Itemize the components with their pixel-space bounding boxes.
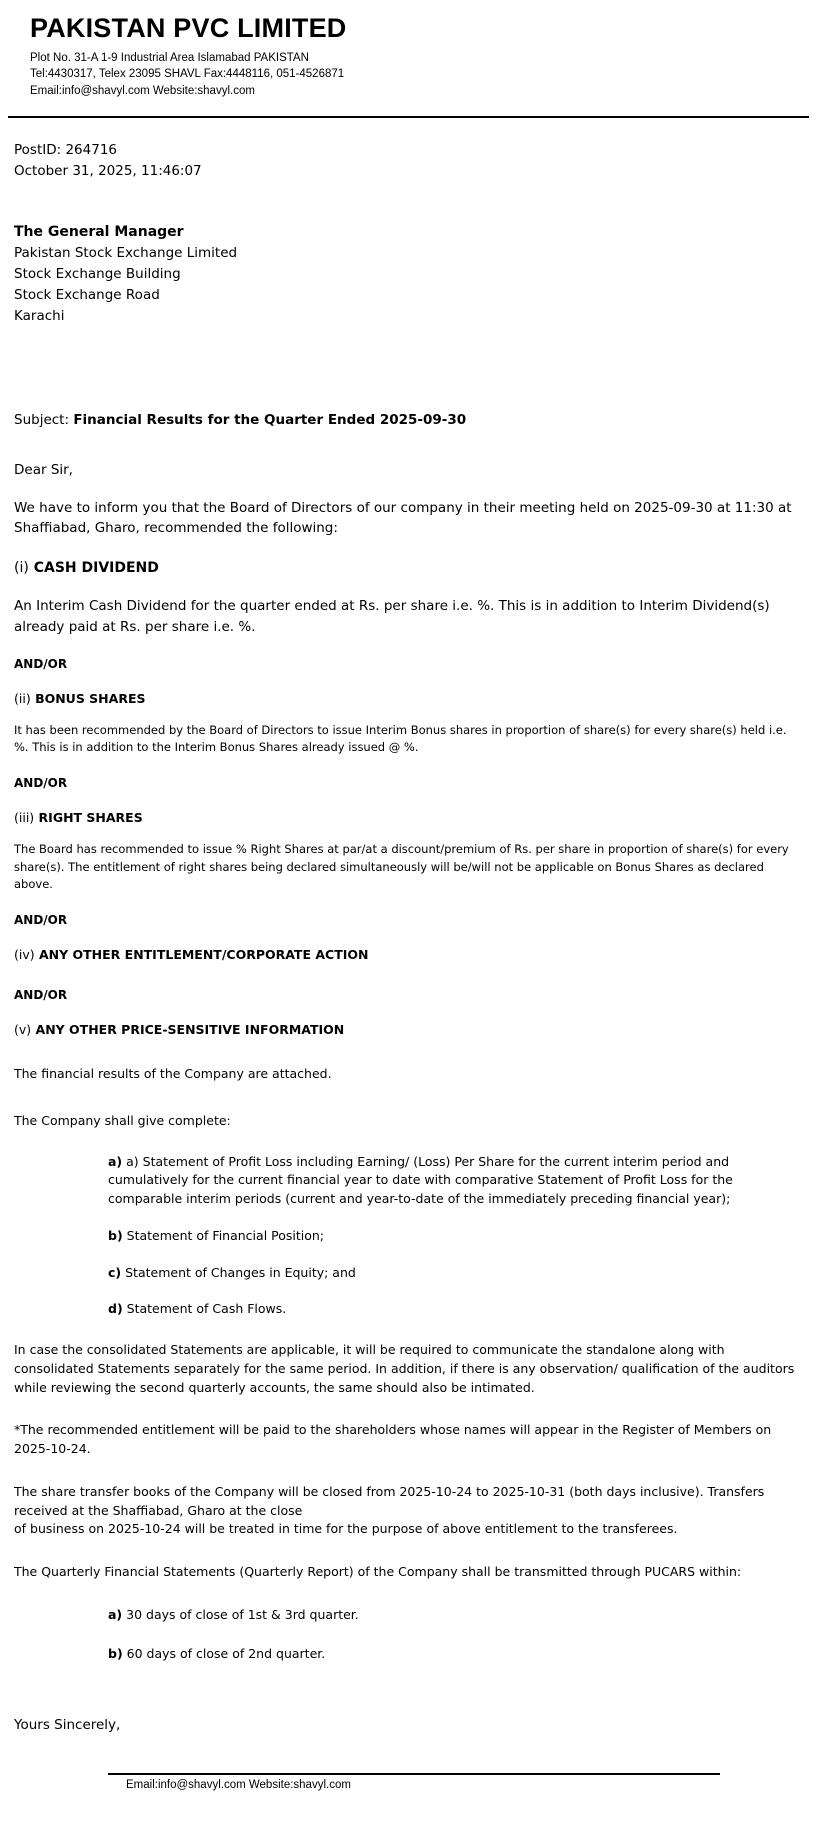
andor-2: AND/OR xyxy=(14,776,68,791)
footer xyxy=(8,1773,809,1813)
company-address-line-1: Plot No. 31-A 1-9 Industrial Area Islamabad PAKISTAN xyxy=(30,51,309,64)
salutation: Dear Sir, xyxy=(14,461,73,478)
item-i-title: CASH DIVIDEND xyxy=(33,560,159,577)
company-address-line-3: Email:info@shavyl.com Website:shavyl.com xyxy=(30,85,255,98)
item-v-heading xyxy=(14,1022,809,1037)
addressee-street: Stock Exchange Road xyxy=(14,287,160,304)
item-iii-number: (iii) xyxy=(14,810,35,826)
item-v-title: ANY OTHER PRICE-SENSITIVE INFORMATION xyxy=(35,1022,345,1038)
subject-line xyxy=(14,412,809,428)
statement-item-b xyxy=(108,1227,788,1246)
statement-item-a xyxy=(108,1153,788,1209)
statement-c-label: c) xyxy=(108,1264,122,1280)
transmission-deadline-list xyxy=(108,1606,788,1664)
transmission-note: The Quarterly Financial Statements (Quarterly Report) of the Company shall be transmitted through PUCARS within: xyxy=(14,1564,742,1580)
transfer-books-note-line-2: of business on 2025-10-24 will be treated in time for the purpose of above entitlement to the transferees. xyxy=(14,1521,678,1537)
item-iv-heading xyxy=(14,947,809,962)
statements-list xyxy=(108,1153,788,1320)
item-ii-text: It has been recommended by the Board of Directors to issue Interim Bonus shares in proportion of share(s) for every share(s) held i.e. %. This is in addition to the Interim Bonus Shares already issued @ %. xyxy=(14,722,787,755)
andor-1: AND/OR xyxy=(14,656,68,671)
item-v-number: (v) xyxy=(14,1022,32,1038)
addressee-city: Karachi xyxy=(14,308,65,324)
statement-item-c xyxy=(108,1264,788,1283)
post-datetime: October 31, 2025, 11:46:07 xyxy=(14,162,202,179)
consolidated-statements-note: In case the consolidated Statements are applicable, it will be required to communicate the standalone along with consolidated Statements separately for the same period. In addition, if there is any observation/ qualification of the auditors while reviewing the second quarterly accounts, the same should also be intimated. xyxy=(14,1342,795,1395)
statement-c-text: Statement of Changes in Equity; and xyxy=(125,1264,356,1280)
intro-paragraph: We have to inform you that the Board of Directors of our company in their meeting held on 2025-09-30 at 11:30 at Shaffiabad, Gharo, recommended the following: xyxy=(14,499,792,537)
statement-a-text: a) Statement of Profit Loss including Earning/ (Loss) Per Share for the current interim period and cumulatively for the current financial year to date with comparative Statement of Profit Loss for the comparable interim periods (current and year-to-date of the immediately preceding financial year); xyxy=(108,1153,733,1207)
statement-d-label: d) xyxy=(108,1301,123,1317)
statement-d-text: Statement of Cash Flows. xyxy=(126,1301,287,1317)
statement-b-text: Statement of Financial Position; xyxy=(126,1227,325,1243)
deadline-a-label: a) xyxy=(108,1606,123,1622)
addressee-block xyxy=(14,222,809,327)
item-iv-number: (iv) xyxy=(14,947,35,963)
financial-results-attached-note: The financial results of the Company are attached. xyxy=(14,1066,332,1082)
andor-4: AND/OR xyxy=(14,988,68,1003)
item-i-heading xyxy=(14,560,809,576)
footer-contact: Email:info@shavyl.com Website:shavyl.com xyxy=(126,1779,351,1792)
item-i-text: An Interim Cash Dividend for the quarter ended at Rs. per share i.e. %. This is in addition to Interim Dividend(s) already paid at Rs. per share i.e. %. xyxy=(14,598,770,635)
company-complete-intro: The Company shall give complete: xyxy=(14,1112,231,1128)
deadline-b-label: b) xyxy=(108,1645,123,1661)
statement-b-label: b) xyxy=(108,1227,123,1243)
footer-divider xyxy=(108,1773,720,1775)
subject-text: Financial Results for the Quarter Ended 2025-09-30 xyxy=(73,411,467,428)
company-address-line-2: Tel:4430317, Telex 23095 SHAVL Fax:4448116, 051-4526871 xyxy=(30,68,345,81)
document-meta xyxy=(14,140,809,182)
transfer-books-note xyxy=(14,1483,804,1539)
statement-item-d xyxy=(108,1300,788,1319)
addressee-organization: Pakistan Stock Exchange Limited xyxy=(14,245,238,262)
item-iii-title: RIGHT SHARES xyxy=(38,810,143,826)
item-ii-number: (ii) xyxy=(14,690,31,706)
subject-label: Subject: xyxy=(14,411,70,428)
item-iii-heading xyxy=(14,810,809,825)
deadline-a-text: 30 days of close of 1st & 3rd quarter. xyxy=(126,1606,359,1622)
closing-line: Yours Sincerely, xyxy=(14,1717,121,1734)
item-iii-text: The Board has recommended to issue % Right Shares at par/at a discount/premium of Rs. per share in proportion of share(s) for every share(s). The entitlement of right shares being declared simultaneously will be/will not be applicable on Bonus Shares as declared above. xyxy=(14,842,789,891)
deadline-item-a xyxy=(108,1606,788,1625)
item-i-number: (i) xyxy=(14,560,29,577)
item-ii-title: BONUS SHARES xyxy=(35,690,146,706)
post-id: PostID: 264716 xyxy=(14,141,117,158)
deadline-item-b xyxy=(108,1645,788,1664)
addressee-title: The General Manager xyxy=(14,223,184,240)
letterhead xyxy=(8,0,809,106)
header-divider xyxy=(8,116,809,118)
company-name: PAKISTAN PVC LIMITED xyxy=(30,13,347,43)
transfer-books-note-line-1: The share transfer books of the Company will be closed from 2025-10-24 to 2025-10-31 (both days inclusive). Transfers received at the Shaffiabad, Gharo at the close xyxy=(14,1483,765,1518)
entitlement-note: *The recommended entitlement will be paid to the shareholders whose names will appear in the Register of Members on 2025-10-24. xyxy=(14,1422,772,1457)
item-iv-title: ANY OTHER ENTITLEMENT/CORPORATE ACTION xyxy=(38,947,369,963)
andor-3: AND/OR xyxy=(14,913,68,928)
addressee-building: Stock Exchange Building xyxy=(14,266,181,283)
item-ii-heading xyxy=(14,691,809,706)
statement-a-label: a) xyxy=(108,1153,123,1169)
deadline-b-text: 60 days of close of 2nd quarter. xyxy=(126,1645,326,1661)
